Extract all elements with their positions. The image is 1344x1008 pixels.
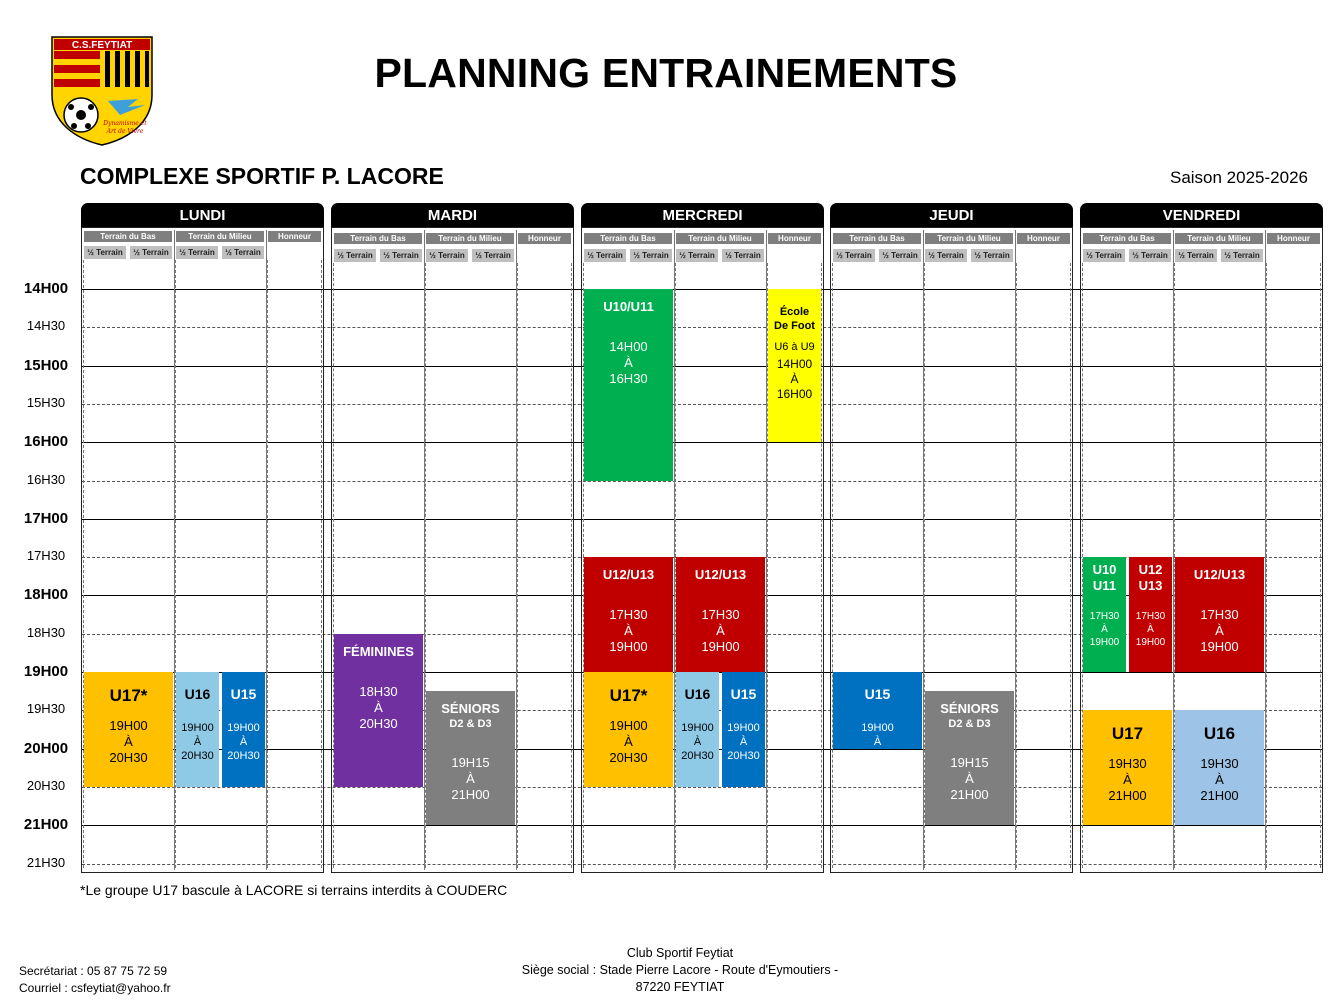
time-label: 19H30 [26,701,66,717]
half-terrain-label: ½ Terrain [722,249,764,262]
session-time: 14H00 À 16H00 [776,357,813,401]
session-u15 [833,672,922,762]
half-terrain-label: ½ Terrain [222,246,264,259]
column-edge [517,263,518,868]
half-terrain-label: ½ Terrain [1175,249,1217,262]
column-edge [832,263,833,868]
session-time: 19H00 À 20H30 [727,722,760,762]
terrain-milieu-header: Terrain du Milieu [676,233,764,244]
footer-city: 87220 FEYTIAT [635,980,725,994]
session-time: 19H30 À 21H00 [1108,756,1147,804]
location-title: COMPLEXE SPORTIF P. LACORE [80,163,444,189]
session-time: 18H30 À 20H30 [359,683,398,731]
time-label: 17H00 [23,509,69,527]
time-label: 17H30 [26,548,66,564]
session-name: U10 [1092,562,1117,578]
terrain-milieu-header: Terrain du Milieu [426,233,514,244]
half-terrain-label: ½ Terrain [584,249,626,262]
session-u15 [722,672,765,787]
session-age-range: U6 à U9 [774,341,815,353]
half-terrain-label: ½ Terrain [971,249,1013,262]
session-name: U15 [730,686,757,702]
session-u10-u11 [584,289,673,481]
session-name: U12/U13 [1193,567,1246,583]
time-label: 20H00 [23,739,69,757]
day-header-mercredi: MERCREDI [581,203,824,227]
session-name: École [779,306,810,318]
svg-text:Art de Vivre: Art de Vivre [106,128,144,135]
session-name: U12/U13 [602,567,655,583]
session-s-niors [426,691,515,825]
half-terrain-label: ½ Terrain [833,249,875,262]
time-label: 15H30 [26,394,66,410]
session-u16 [676,672,719,787]
session-time: 19H15 À 21H00 [451,755,490,803]
footer-secretariat: Secrétariat : 05 87 75 72 59 [19,964,168,978]
session-name-line2: U11 [1092,578,1117,594]
time-label: 18H00 [23,586,69,604]
session-time: 19H00 À 20H00 [861,722,894,762]
honneur-header: Honneur [1267,233,1320,244]
session-name: U16 [184,686,211,702]
footer-club: Club Sportif Feytiat [626,946,734,960]
session-u16 [176,672,219,787]
session-s-niors [925,691,1014,825]
time-label: 16H00 [23,433,69,451]
terrain-bas-header: Terrain du Bas [584,233,672,244]
half-terrain-label: ½ Terrain [1083,249,1125,262]
footer-email: Courriel : csfeytiat@yahoo.fr [19,981,171,995]
session-time: 19H00 À 20H30 [609,718,648,765]
terrain-milieu-header: Terrain du Milieu [925,233,1013,244]
session-f-minines [334,634,423,787]
half-terrain-label: ½ Terrain [426,249,468,262]
half-terrain-label: ½ Terrain [176,246,218,259]
session-u12 [1129,557,1172,672]
session-name: FÉMININES [343,643,414,659]
footer-address [420,945,940,996]
session-time: 19H00 À 20H30 [109,718,148,765]
half-terrain-label: ½ Terrain [334,249,376,262]
session-time: 17H30 À 19H00 [1089,611,1120,649]
column-edge [1320,263,1321,868]
session-time: 19H00 À 20H30 [181,722,214,762]
session-time: 19H30 À 21H00 [1200,756,1239,804]
session-u10 [1083,557,1126,672]
column-edge [1070,263,1071,868]
half-terrain-label: ½ Terrain [380,249,422,262]
time-label: 20H30 [26,777,66,793]
terrain-bas-header: Terrain du Bas [334,233,422,244]
day-header-lundi: LUNDI [81,203,324,227]
session-name: U12 [1138,562,1163,578]
footnote: *Le groupe U17 bascule à LACORE si terrains interdits à COUDERC [80,882,508,898]
column-edge [267,260,268,868]
half-terrain-label: ½ Terrain [925,249,967,262]
half-terrain-label: ½ Terrain [130,246,172,259]
half-terrain-label: ½ Terrain [472,249,514,262]
half-terrain-label: ½ Terrain [1129,249,1171,262]
half-terrain-label: ½ Terrain [84,246,126,259]
half-terrain-label: ½ Terrain [630,249,672,262]
time-label: 15H00 [23,356,69,374]
session-name-line2: De Foot [774,320,815,332]
day-header-mardi: MARDI [331,203,574,227]
column-edge [571,263,572,868]
session--cole [768,289,821,442]
logo-text: C.S.FEYTIAT [71,40,133,51]
session-time: 14H00 À 16H30 [609,339,648,386]
terrain-bas-header: Terrain du Bas [84,231,172,242]
time-label: 14H00 [23,280,69,297]
session-u12-u13 [676,557,765,672]
page-title: PLANNING ENTRAINEMENTS [374,50,958,96]
time-label: 21H30 [26,854,66,870]
session-name-line2: D2 & D3 [449,718,492,731]
svg-text:Dynamisme et: Dynamisme et [103,120,147,127]
session-u17- [584,672,673,787]
session-name: U16 [1203,724,1236,744]
session-name: U17* [109,686,148,705]
day-header-vendredi: VENDREDI [1080,203,1323,227]
session-u15 [222,672,265,787]
session-name-line2: U13 [1138,578,1163,594]
session-u17- [84,672,173,787]
session-u16 [1175,710,1264,825]
session-name: U17* [609,686,648,705]
session-time: 19H00 À 20H30 [681,722,714,762]
day-header-jeudi: JEUDI [830,203,1073,227]
session-time: 17H30 À 19H00 [1200,607,1239,655]
session-time: 17H30 À 19H00 [1135,611,1166,649]
column-edge [1266,263,1267,868]
session-name-line2: D2 & D3 [948,718,991,731]
session-time: 17H30 À 19H00 [701,607,740,655]
footer-contact [19,963,171,997]
time-label: 16H30 [26,471,66,487]
terrain-milieu-header: Terrain du Milieu [1175,233,1263,244]
honneur-header: Honneur [768,233,821,244]
half-terrain-label: ½ Terrain [676,249,718,262]
session-name: SÉNIORS [940,701,999,717]
terrain-milieu-header: Terrain du Milieu [176,231,264,242]
half-terrain-label: ½ Terrain [1221,249,1263,262]
season-label: Saison 2025-2026 [1169,168,1308,187]
column-edge [821,263,822,868]
column-edge [1016,263,1017,868]
time-label: 14H30 [26,318,66,334]
time-label: 19H00 [23,663,69,680]
time-label: 18H30 [26,624,66,640]
footer-siege: Siège social : Stade Pierre Lacore - Route d'Eymoutiers - [521,963,839,977]
session-name: SÉNIORS [441,701,500,717]
session-name: U15 [230,686,257,702]
half-terrain-label: ½ Terrain [879,249,921,262]
session-name: U10/U11 [603,299,654,314]
session-time: 19H15 À 21H00 [950,755,989,803]
terrain-bas-header: Terrain du Bas [1083,233,1171,244]
honneur-header: Honneur [1017,233,1070,244]
session-time: 17H30 À 19H00 [609,607,648,655]
column-edge [321,260,322,868]
honneur-header: Honneur [518,233,571,244]
session-name: U12/U13 [694,567,747,583]
session-time: 19H00 À 20H30 [227,722,260,762]
session-name: U17 [1111,724,1144,744]
session-name: U15 [864,686,891,702]
time-label: 21H00 [23,816,69,834]
session-u12-u13 [584,557,673,672]
session-u17 [1083,710,1172,825]
session-u12-u13 [1175,557,1264,672]
terrain-bas-header: Terrain du Bas [833,233,921,244]
honneur-header: Honneur [268,231,321,242]
session-name: U16 [684,686,711,702]
